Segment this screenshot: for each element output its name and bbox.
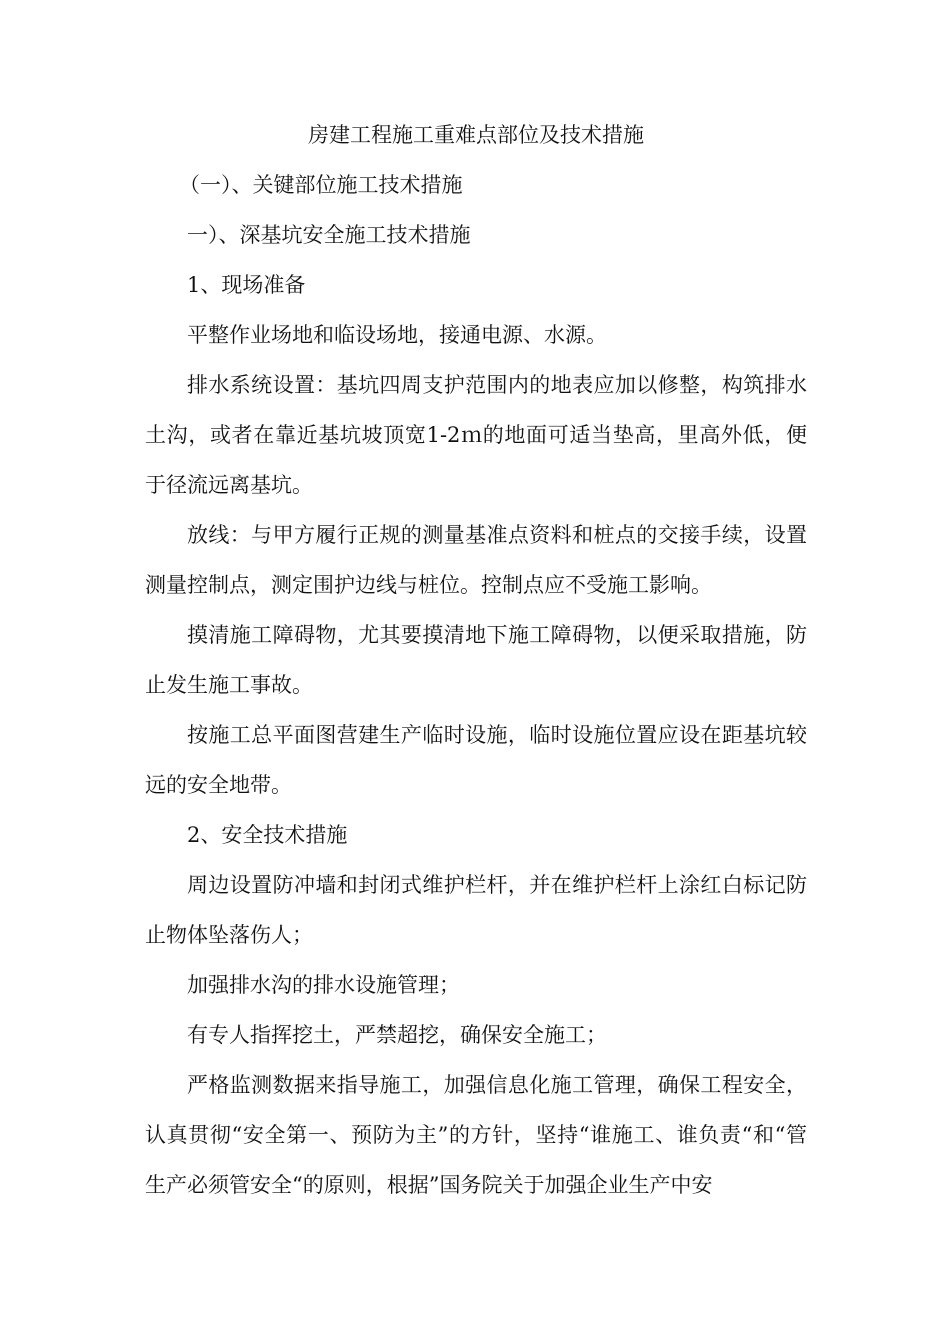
section-heading: （一）、关键部位施工技术措施 — [179, 173, 463, 197]
paragraph: 加强排水沟的排水设施管理； — [187, 973, 460, 997]
document-title: 房建工程施工重难点部位及技术措施 — [308, 123, 644, 147]
item-heading: 1、现场准备 — [187, 273, 306, 297]
paragraph: 平整作业场地和临设场地，接通电源、水源。 — [187, 323, 607, 347]
paragraph: 严格监测数据来指导施工，加强信息化施工管理，确保工程安全，认真贯彻“安全第一、预防为主”的方针，坚持“谁施工、谁负责“和“管生产必须管安全“的原则，根据”国务院关于加强企业生产中安 — [145, 1073, 807, 1197]
paragraph: 排水系统设置：基坑四周支护范围内的地表应加以修整，构筑排水土沟，或者在靠近基坑坡顶宽1-2ｍ的地面可适当垫高，里高外低，便于径流远离基坑。 — [145, 373, 807, 497]
subsection-heading: 一）、深基坑安全施工技术措施 — [187, 223, 471, 247]
paragraph: 有专人指挥挖土，严禁超挖，确保安全施工； — [187, 1023, 607, 1047]
item-heading: 2、安全技术措施 — [187, 823, 348, 847]
paragraph: 放线：与甲方履行正规的测量基准点资料和桩点的交接手续，设置测量控制点，测定围护边线与桩位。控制点应不受施工影响。 — [145, 523, 807, 597]
paragraph: 摸清施工障碍物，尤其要摸清地下施工障碍物，以便采取措施，防止发生施工事故。 — [145, 623, 807, 697]
paragraph: 周边设置防冲墙和封闭式维护栏杆，并在维护栏杆上涂红白标记防止物体坠落伤人； — [145, 873, 807, 947]
paragraph: 按施工总平面图营建生产临时设施，临时设施位置应设在距基坑较远的安全地带。 — [145, 723, 807, 797]
document-page — [145, 110, 807, 1210]
